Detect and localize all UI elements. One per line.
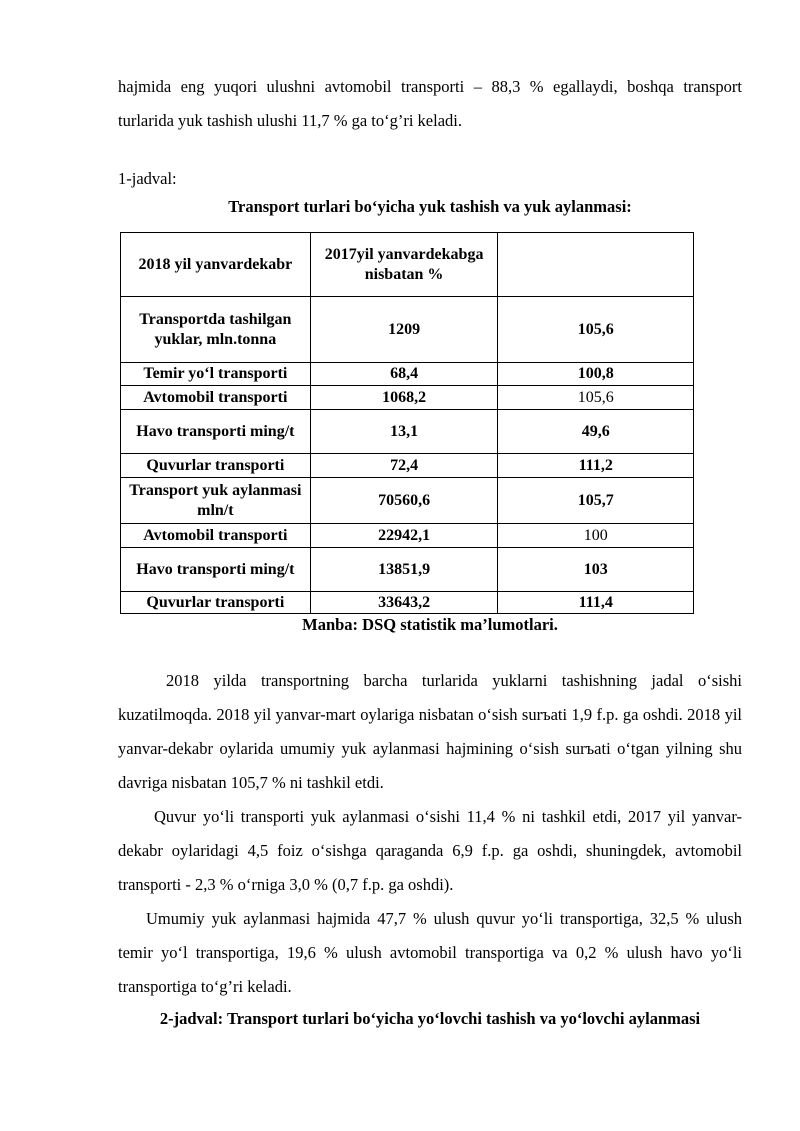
row-value: 68,4 bbox=[310, 363, 498, 386]
body-paragraph: Umumiy yuk aylanmasi hajmida 47,7 % ulush quvur yo‘li transportiga, 32,5 % ulush temir yo‘l transportiga, 19,6 % ulush avtomobil transportiga va 0,2 % ulush havo yo‘li transportiga to‘g’ri keladi. bbox=[118, 909, 742, 996]
row-percent: 105,6 bbox=[498, 297, 694, 363]
row-name: Quvurlar transporti bbox=[121, 454, 311, 478]
row-name: Quvurlar transporti bbox=[121, 592, 311, 614]
row-name: Havo transporti ming/t bbox=[121, 548, 311, 592]
row-name: Transport yuk aylanmasi mln/t bbox=[121, 478, 311, 524]
row-value: 33643,2 bbox=[310, 592, 498, 614]
table-row bbox=[121, 386, 694, 410]
table1-source: Manba: DSQ statistik ma’lumotlari. bbox=[302, 615, 558, 634]
table2-heading: 2-jadval: Transport turlari bo‘yicha yo‘lovchi tashish va yo‘lovchi aylanmasi bbox=[159, 1009, 701, 1028]
row-name: Havo transporti ming/t bbox=[121, 410, 311, 454]
row-percent: 111,2 bbox=[498, 454, 694, 478]
row-value: 1209 bbox=[310, 297, 498, 363]
header-cell-2017-pct: 2017yil yanvardekabga nisbatan % bbox=[310, 233, 498, 297]
header-cell-empty bbox=[498, 233, 694, 297]
table1-label: 1-jadval: bbox=[118, 169, 177, 188]
table-row bbox=[121, 363, 694, 386]
row-percent: 103 bbox=[498, 548, 694, 592]
row-name: Avtomobil transporti bbox=[121, 386, 311, 410]
body-paragraph: Quvur yo‘li transporti yuk aylanmasi o‘sishi 11,4 % ni tashkil etdi, 2017 yil yanvar-dekabr oylaridagi 4,5 foiz o‘sishga qaraganda 6,9 f.p. ga oshdi, shuningdek, avtomobil transporti - 2,3 % o‘rniga 3,0 % (0,7 f.p. ga oshdi). bbox=[118, 807, 742, 894]
row-value: 1068,2 bbox=[310, 386, 498, 410]
row-value: 22942,1 bbox=[310, 524, 498, 548]
cargo-table bbox=[120, 232, 694, 614]
intro-paragraph: hajmida eng yuqori ulushni avtomobil transporti – 88,3 % egallaydi, boshqa transport turlarida yuk tashish ulushi 11,7 % ga to‘g’ri keladi. bbox=[118, 77, 742, 130]
row-name: Avtomobil transporti bbox=[121, 524, 311, 548]
table-row bbox=[121, 454, 694, 478]
table-row bbox=[121, 478, 694, 524]
table1-title: Transport turlari bo‘yicha yuk tashish va yuk aylanmasi: bbox=[228, 197, 632, 216]
table-row bbox=[121, 592, 694, 614]
table-row bbox=[121, 410, 694, 454]
row-value: 70560,6 bbox=[310, 478, 498, 524]
row-value: 72,4 bbox=[310, 454, 498, 478]
row-percent: 100,8 bbox=[498, 363, 694, 386]
table-row bbox=[121, 297, 694, 363]
row-percent: 111,4 bbox=[498, 592, 694, 614]
table-row bbox=[121, 524, 694, 548]
header-cell-2018: 2018 yil yanvardekabr bbox=[121, 233, 311, 297]
row-value: 13851,9 bbox=[310, 548, 498, 592]
row-percent: 49,6 bbox=[498, 410, 694, 454]
row-percent: 105,6 bbox=[498, 386, 694, 410]
table-row bbox=[121, 548, 694, 592]
row-value: 13,1 bbox=[310, 410, 498, 454]
document-page bbox=[118, 70, 742, 1032]
row-percent: 105,7 bbox=[498, 478, 694, 524]
row-name: Temir yo‘l transporti bbox=[121, 363, 311, 386]
body-paragraph: 2018 yilda transportning barcha turlarida yuklarni tashishning jadal o‘sishi kuzatilmoqda. 2018 yil yanvar-mart oylariga nisbatan o‘sish surъati 1,9 f.p. ga oshdi. 2018 yil yanvar-dekabr oylarida umumiy yuk aylanmasi hajmining o‘sish surъati o‘tgan yilning shu davriga nisbatan 105,7 % ni tashkil etdi. bbox=[118, 671, 742, 792]
table-header-row bbox=[121, 233, 694, 297]
row-name: Transportda tashilgan yuklar, mln.tonna bbox=[121, 297, 311, 363]
row-percent: 100 bbox=[498, 524, 694, 548]
